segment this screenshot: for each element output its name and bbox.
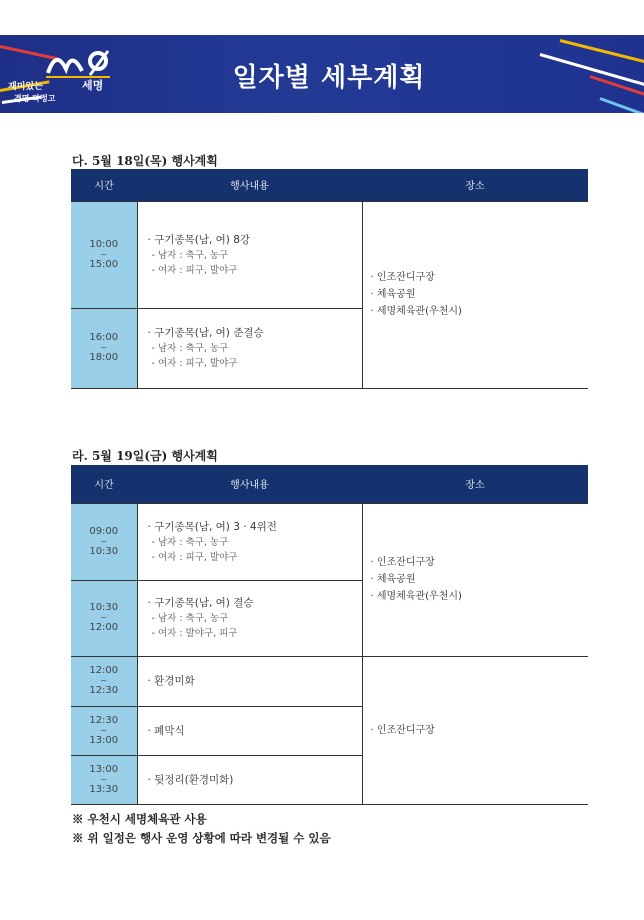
day1-title: 다. 5월 18일(목) 행사계획 [72,154,218,168]
time-cell: 12:30 ~ 13:00 [71,706,137,755]
col-header-time: 시간 [71,169,137,201]
place-cell: · 인조잔디구장 [362,656,588,804]
header-banner [0,35,644,113]
place-cell: · 인조잔디구장 · 체육공원 · 세명체육관(우천시) [362,503,588,656]
content-cell: · 구기종목(남, 여) 8강 - 남자 : 축구, 농구 - 여자 : 피구, 발야구 [137,201,362,308]
content-cell: · 구기종목(남, 여) 준결승 - 남자 : 축구, 농구 - 여자 : 피구, 발야구 [137,308,362,388]
content-cell: · 환경미화 [137,656,362,706]
time-cell: 13:00 ~ 13:30 [71,755,137,804]
time-cell: 16:00 ~ 18:00 [71,308,137,388]
place-cell: · 인조잔디구장 · 체육공원 · 세명체육관(우천시) [362,201,588,388]
col-header-place: 장소 [362,465,588,503]
content-cell: · 구기종목(남, 여) 3 · 4위전 - 남자 : 축구, 농구 - 여자 : 피구, 발야구 [137,503,362,580]
time-cell: 10:00 ~ 15:00 [71,201,137,308]
table-row [71,201,588,308]
col-header-content: 행사내용 [137,465,362,503]
page-title: 일자별 세부계획 [232,63,426,93]
day2-title: 라. 5월 19일(금) 행사계획 [72,449,218,463]
time-cell: 12:00 ~ 12:30 [71,656,137,706]
day1-schedule-table [71,169,588,389]
logo-text: 세명 [82,79,104,92]
logo-text: 재미있는 [8,82,43,92]
col-header-place: 장소 [362,169,588,201]
time-cell: 10:30 ~ 12:00 [71,580,137,656]
day2-schedule-table [71,465,588,805]
note-schedule-change: ※ 위 일정은 행사 운영 상황에 따라 변경될 수 있음 [72,831,331,845]
logo-subtext: 경명 다정고 [14,94,56,103]
table-row [71,503,588,580]
content-cell: · 구기종목(남, 여) 결승 - 남자 : 축구, 농구 - 여자 : 발야구, 피구 [137,580,362,656]
col-header-time: 시간 [71,465,137,503]
note-rain: ※ 우천시 세명체육관 사용 [72,812,207,826]
decor-stripe [599,97,644,113]
time-cell: 09:00 ~ 10:30 [71,503,137,580]
col-header-content: 행사내용 [137,169,362,201]
content-cell: · 폐막식 [137,706,362,755]
content-cell: · 뒷정리(환경미화) [137,755,362,804]
table-row [71,656,588,706]
